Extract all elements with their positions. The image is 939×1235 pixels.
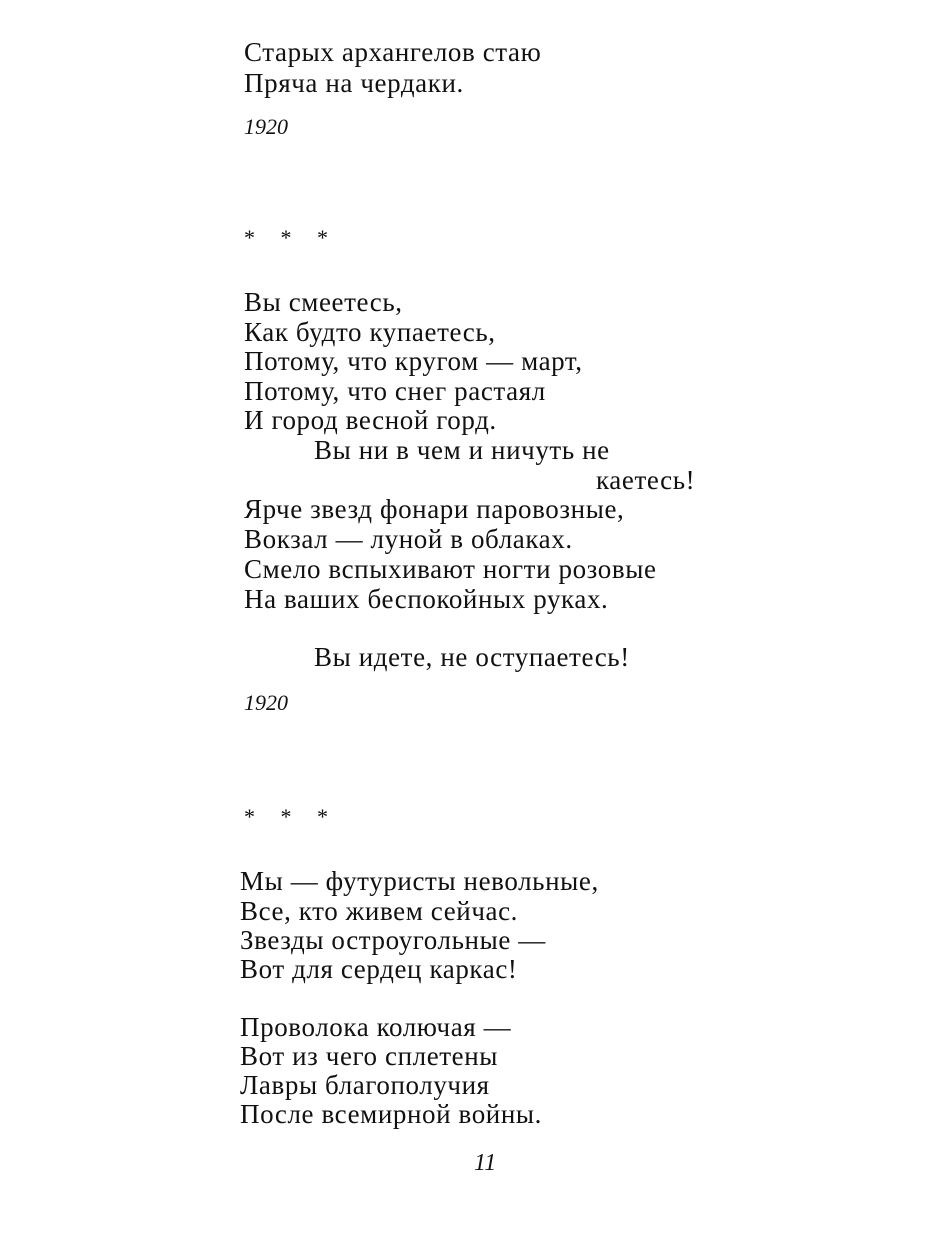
poem-year: 1920 [244, 690, 288, 715]
poem-line: Мы — футуристы невольные, [240, 866, 599, 896]
poem-line: Вы смеетесь, [244, 287, 403, 317]
poem-line: Потому, что снег растаял [244, 376, 546, 406]
poem-separator: * * * [244, 804, 338, 829]
poem-line: Вокзал — луной в облаках. [244, 524, 573, 554]
poem-year: 1920 [244, 114, 288, 139]
poem-line: Все, кто живем сейчас. [240, 896, 519, 926]
poem-line: Пряча на чердаки. [244, 68, 464, 98]
poem-line: Потому, что кругом — март, [244, 346, 583, 376]
poem-line: Смело вспыхивают ногти розовые [244, 554, 657, 584]
poem-line: Лавры благополучия [240, 1070, 490, 1100]
poem-separator: * * * [244, 225, 338, 250]
poem-line: Звезды остроугольные — [240, 925, 546, 955]
poem-line: На ваших беспокойных руках. [244, 584, 609, 614]
poem-line: Вот из чего сплетены [240, 1041, 499, 1071]
poem-line: Вы ни в чем и ничуть не [314, 435, 610, 465]
poem-line: Вот для сердец каркас! [240, 954, 518, 984]
poem-line: Ярче звезд фонари паровозные, [244, 494, 625, 524]
poem-line: каетесь! [596, 465, 696, 495]
poem-line: Старых архангелов стаю [244, 37, 542, 67]
poem-line: Вы идете, не оступаетесь! [314, 642, 630, 672]
page-number: 11 [474, 1150, 497, 1176]
poem-line: И город весной горд. [244, 405, 497, 435]
poem-line: Как будто купаетесь, [244, 317, 496, 347]
poem-line: Проволока колючая — [240, 1012, 512, 1042]
poem-line: После всемирной войны. [240, 1099, 542, 1129]
